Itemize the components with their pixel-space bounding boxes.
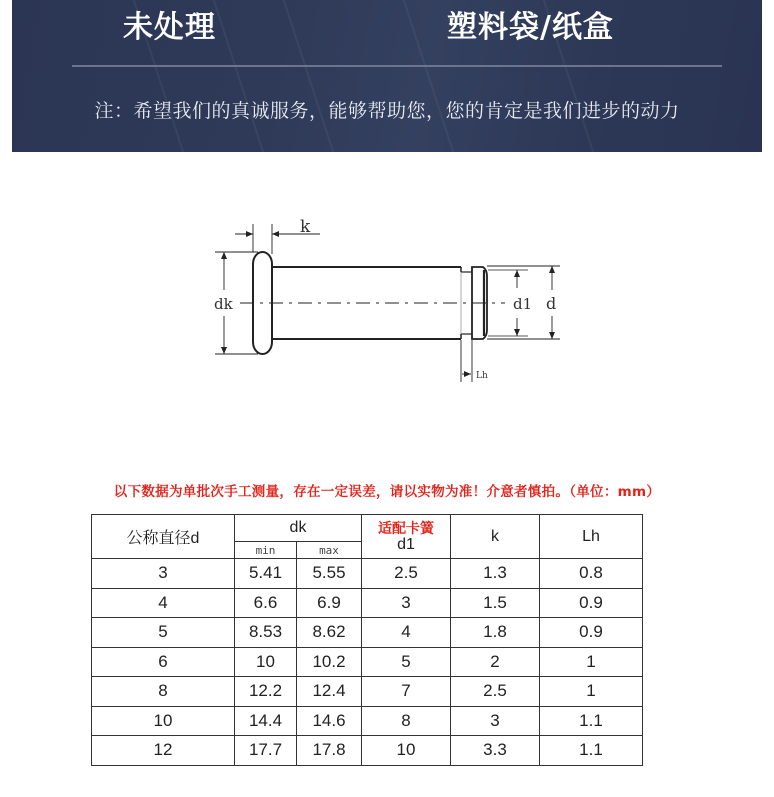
cell-d1: 8 — [362, 706, 451, 736]
cell-k: 3.3 — [451, 736, 540, 766]
header-d1-note: 适配卡簧 — [378, 519, 434, 536]
cell-d: 12 — [92, 736, 235, 766]
header-dk: dk — [235, 515, 362, 542]
cell-lh: 0.8 — [540, 559, 643, 589]
cell-lh: 0.9 — [540, 588, 643, 618]
cell-dk-min: 6.6 — [235, 588, 297, 618]
header-lh: Lh — [540, 515, 643, 559]
cell-k: 3 — [451, 706, 540, 736]
banner-note: 注：希望我们的真诚服务，能够帮助您，您的肯定是我们进步的动力 — [94, 100, 680, 122]
header-nominal-diameter: 公称直径d — [92, 515, 235, 559]
decorative-streak — [272, 0, 354, 152]
cell-dk-min: 5.41 — [235, 559, 297, 589]
k-label: k — [300, 217, 311, 237]
cell-dk-max: 5.55 — [297, 559, 362, 589]
divider — [72, 65, 722, 67]
packaging-option-untreated: 未处理 — [123, 10, 216, 45]
cell-k: 1.8 — [451, 618, 540, 648]
d1-label: d1 — [513, 295, 533, 313]
cell-lh: 1 — [540, 647, 643, 677]
lh-label: Lh — [476, 371, 488, 381]
header-dk-min: min — [235, 542, 297, 559]
cell-d: 5 — [92, 618, 235, 648]
cell-d1: 10 — [362, 736, 451, 766]
cell-dk-min: 8.53 — [235, 618, 297, 648]
cell-lh: 1.1 — [540, 736, 643, 766]
cell-k: 1.3 — [451, 559, 540, 589]
cell-dk-max: 10.2 — [297, 647, 362, 677]
dk-label: dk — [214, 295, 233, 313]
d-label: d — [546, 294, 557, 313]
cell-d: 4 — [92, 588, 235, 618]
table-row — [92, 647, 643, 677]
cell-dk-min: 12.2 — [235, 677, 297, 707]
cell-dk-max: 14.6 — [297, 706, 362, 736]
cell-lh: 1 — [540, 677, 643, 707]
table-row — [92, 618, 643, 648]
cell-k: 2 — [451, 647, 540, 677]
cell-k: 1.5 — [451, 588, 540, 618]
cell-dk-max: 17.8 — [297, 736, 362, 766]
cell-d1: 3 — [362, 588, 451, 618]
cell-dk-max: 12.4 — [297, 677, 362, 707]
header-banner — [12, 0, 762, 152]
cell-dk-max: 6.9 — [297, 588, 362, 618]
cell-lh: 0.9 — [540, 618, 643, 648]
cell-d1: 2.5 — [362, 559, 451, 589]
cell-d: 3 — [92, 559, 235, 589]
table-row — [92, 677, 643, 707]
spec-table — [91, 514, 643, 766]
cell-d: 8 — [92, 677, 235, 707]
table-row — [92, 588, 643, 618]
packaging-option-bag-box: 塑料袋/纸盒 — [447, 10, 614, 45]
header-d1-label: d1 — [397, 535, 415, 553]
cell-d1: 4 — [362, 618, 451, 648]
cell-lh: 1.1 — [540, 706, 643, 736]
cell-dk-min: 10 — [235, 647, 297, 677]
measurement-disclaimer: 以下数据为单批次手工测量，存在一定误差，请以实物为准！介意者慎拍。（单位：mm） — [113, 484, 661, 500]
table-row — [92, 559, 643, 589]
cell-dk-min: 17.7 — [235, 736, 297, 766]
cell-d: 10 — [92, 706, 235, 736]
cell-dk-min: 14.4 — [235, 706, 297, 736]
table-row — [92, 736, 643, 766]
header-dk-max: max — [297, 542, 362, 559]
cell-k: 2.5 — [451, 677, 540, 707]
cell-d1: 7 — [362, 677, 451, 707]
cell-dk-max: 8.62 — [297, 618, 362, 648]
cell-d1: 5 — [362, 647, 451, 677]
table-row — [92, 706, 643, 736]
cell-d: 6 — [92, 647, 235, 677]
header-k: k — [451, 515, 540, 559]
header-d1 — [362, 515, 451, 559]
